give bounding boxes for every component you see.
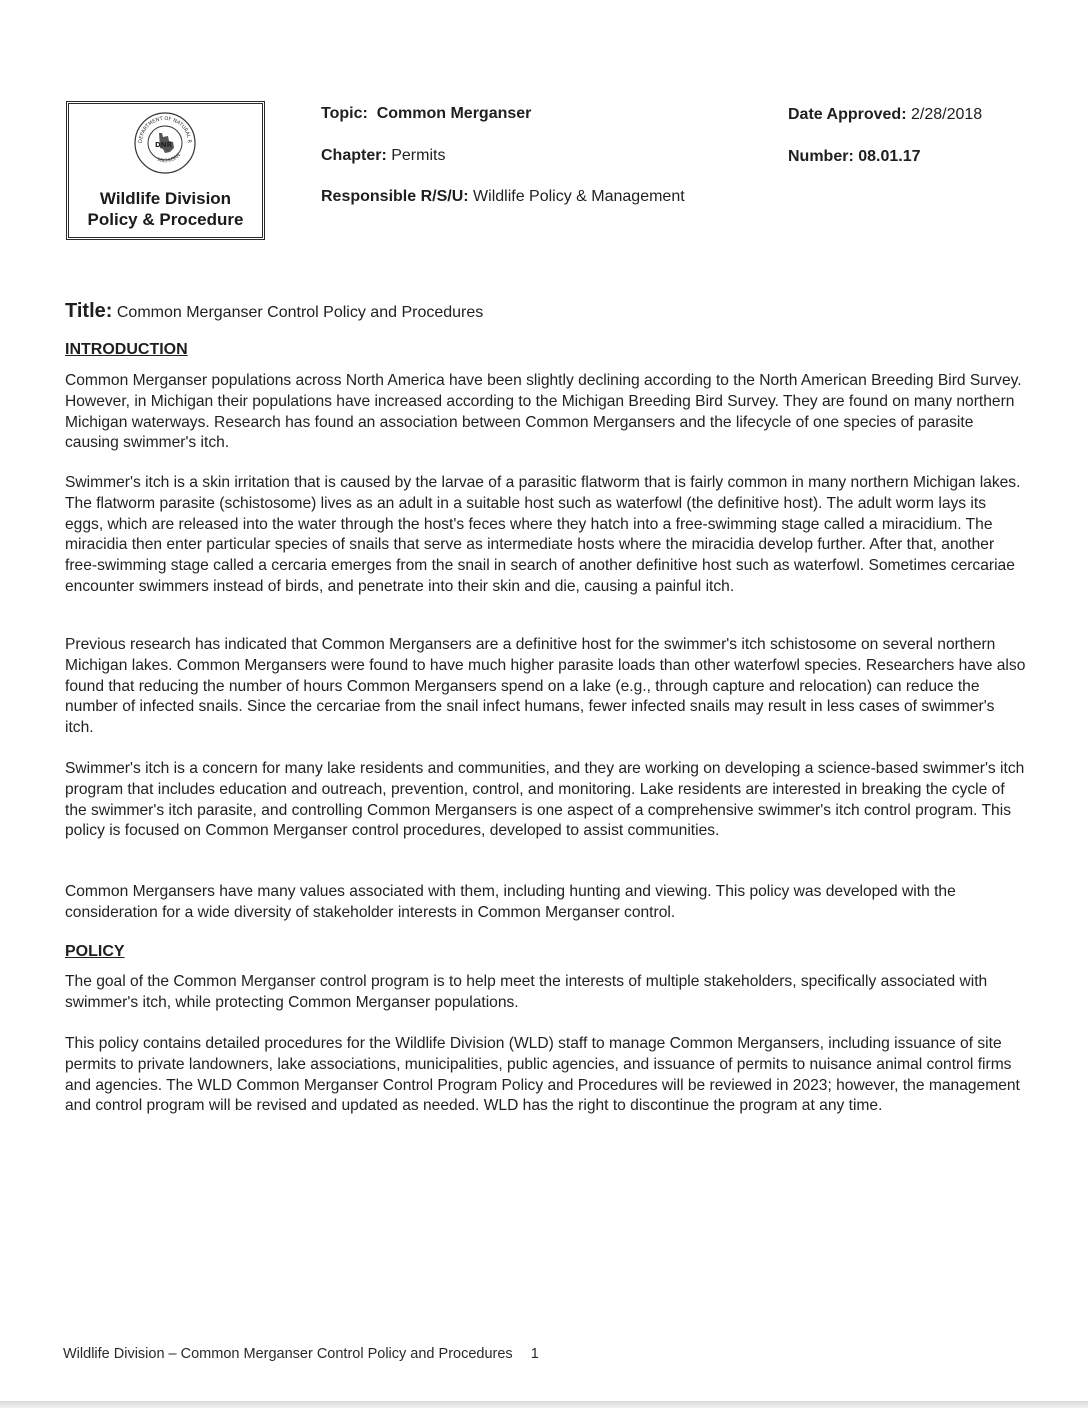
intro-paragraph-5: Common Mergansers have many values associated with them, including hunting and viewing. This policy was developed with the consideration for a wide diversity of stakeholder interests in Common Merganser control. [65, 883, 956, 921]
intro-paragraph-4: Swimmer's itch is a concern for many lake residents and communities, and they are working on developing a science-based swimmer's itch program that includes education and outreach, prevention, control, and monitoring. Lake residents are interested in breaking the cycle of the swimmer's itch parasite, and controlling Common Mergansers is one aspect of a comprehensive swimmer's itch control program. This policy is focused on Common Merganser control procedures, developed to assist communities. [65, 760, 1025, 840]
responsible-line [321, 187, 685, 207]
intro-paragraph-2: Swimmer's itch is a skin irritation that is caused by the larvae of a parasitic flatworm that is fairly common in many northern Michigan lakes. The flatworm parasite (schistosome) lives as an adult in a suitable host such as waterfowl (the definitive host). The adult worm lays its eggs, which are released into the water through the host's feces where they hatch into a free-swimming stage called a miracidium. The miracidia then enter particular species of snails that serve as intermediate hosts where the miracidia develop further. After that, another free-swimming stage called a cercaria emerges from the snail in search of another definitive host such as waterfowl. Sometimes cercariae encounter swimmers instead of birds, and penetrate into their skin and die, causing a painful itch. [65, 474, 1021, 595]
policy-paragraph-2: This policy contains detailed procedures for the Wildlife Division (WLD) staff to manage Common Mergansers, including issuance of site permits to private landowners, lake associations, municipalities, public agencies, and issuance of permits to nuisance animal control firms and agencies. The WLD Common Merganser Control Program Policy and Procedures will be reviewed in 2023; however, the management and control program will be revised and updated as needed. WLD has the right to discontinue the program at any time. [65, 1035, 1020, 1115]
topic-line [321, 104, 531, 124]
logo-line-1: Wildlife Division [99, 189, 232, 208]
number-line [788, 147, 921, 167]
introduction-heading: INTRODUCTION [65, 341, 188, 358]
topic-value: Common Merganser [376, 105, 532, 122]
date-approved-label: Date Approved: [788, 106, 907, 123]
chapter-value: Permits [391, 147, 446, 164]
logo-line-2: Policy & Procedure [87, 210, 244, 229]
topic-label: Topic: [321, 105, 368, 122]
footer-text: Wildlife Division – Common Merganser Control Policy and Procedures [63, 1346, 513, 1362]
chapter-line [321, 146, 445, 166]
svg-text:DNR: DNR [155, 141, 173, 149]
title-text: Common Merganser Control Policy and Procedures [116, 304, 484, 321]
page-number: 1 [530, 1346, 539, 1362]
number-value: 08.01.17 [858, 148, 921, 165]
division-logo-box [66, 101, 265, 240]
policy-heading: POLICY [65, 943, 125, 960]
responsible-label: Responsible R/S/U: [321, 188, 469, 205]
dnr-seal-icon [133, 111, 197, 175]
title-label: Title: [65, 300, 113, 322]
policy-paragraph-1: The goal of the Common Merganser control program is to help meet the interests of multiple stakeholders, specifically associated with swimmer's itch, while protecting Common Merganser populations. [65, 973, 988, 1011]
scan-edge [0, 1401, 1088, 1408]
responsible-value: Wildlife Policy & Management [473, 188, 685, 205]
date-approved-line [788, 105, 982, 125]
chapter-label: Chapter: [321, 147, 387, 164]
svg-text:DEPARTMENT OF NATURAL RESOURCE: DEPARTMENT OF NATURAL R [137, 115, 193, 144]
number-label: Number: [788, 148, 854, 165]
svg-text:MICHIGAN: MICHIGAN [156, 152, 182, 165]
document-title [65, 300, 483, 323]
date-approved-value: 2/28/2018 [910, 106, 983, 123]
intro-paragraph-3: Previous research has indicated that Common Mergansers are a definitive host for the swimmer's itch schistosome on several northern Michigan lakes. Common Mergansers were found to have much higher parasite loads than other waterfowl species. Researchers have also found that reducing the number of hours Common Mergansers spend on a lake (e.g., through capture and relocation) can reduce the number of infected snails. Since the cercariae from the snail infect humans, fewer infected snails may result in less cases of swimmer's itch. [65, 636, 1026, 737]
intro-paragraph-1: Common Merganser populations across North America have been slightly declining according to the North American Breeding Bird Survey. However, in Michigan their populations have increased according to the Michigan Breeding Bird Survey. They are found on many northern Michigan waterways. Research has found an association between Common Mergansers and the lifecycle of one species of parasite causing swimmer's itch. [65, 372, 1022, 452]
page-footer [63, 1345, 539, 1363]
